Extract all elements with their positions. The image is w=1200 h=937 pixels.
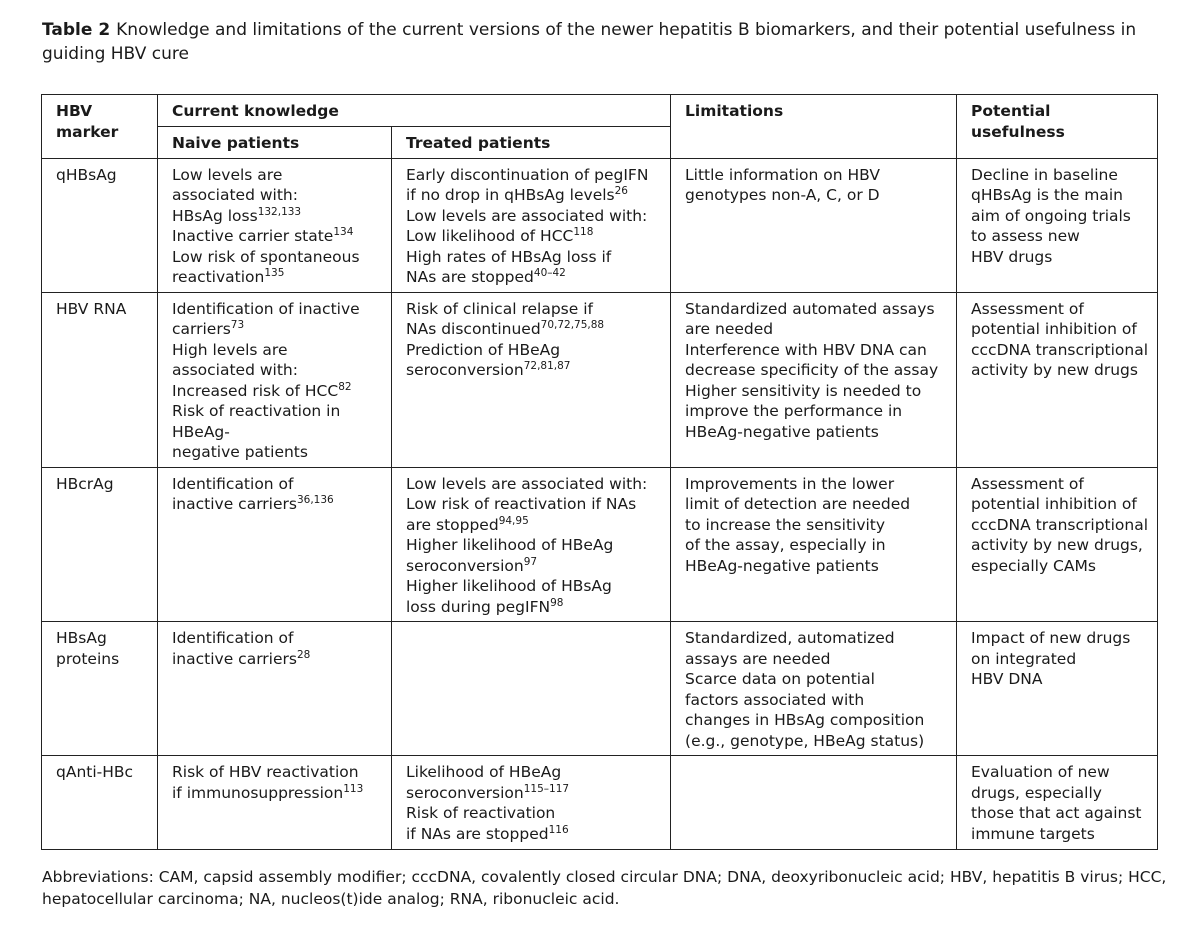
treated-line xyxy=(406,535,662,556)
naive-line xyxy=(172,442,383,463)
limitations-text: of the assay, especially in xyxy=(685,536,886,554)
naive-text: associated with: xyxy=(172,186,298,204)
usefulness-text: those that act against xyxy=(971,804,1142,822)
usefulness-text: Impact of new drugs xyxy=(971,629,1131,647)
treated-text: Risk of reactivation xyxy=(406,804,556,822)
table-title: Knowledge and limitations of the current versions of the newer hepatitis B biomarkers, and their potential usefulness in guiding HBV cure xyxy=(42,20,1137,64)
reference-superscript: 40–42 xyxy=(533,267,566,279)
naive-text: High levels are xyxy=(172,340,288,359)
treated-text: Low levels are associated with: xyxy=(406,474,648,493)
treated-text: Low likelihood of HCC xyxy=(406,227,574,245)
limitations-line xyxy=(685,340,948,361)
marker-text: proteins xyxy=(56,649,120,668)
usefulness-text: to assess new xyxy=(971,227,1080,245)
limitations-text: Higher sensitivity is needed to xyxy=(685,381,922,400)
limitations-line xyxy=(685,360,948,381)
treated-line xyxy=(406,165,662,186)
cell-treated xyxy=(392,622,671,756)
limitations-text: HBeAg-negative patients xyxy=(685,422,879,441)
limitations-line xyxy=(685,299,948,320)
treated-text: Risk of clinical relapse if xyxy=(406,299,593,318)
treated-line xyxy=(406,576,662,597)
usefulness-text: Evaluation of new xyxy=(971,763,1110,781)
usefulness-line xyxy=(971,299,1149,320)
treated-line xyxy=(406,824,662,845)
treated-line xyxy=(406,267,662,288)
usefulness-text: qHBsAg is the main xyxy=(971,186,1123,204)
treated-text: are stopped xyxy=(406,515,499,534)
header-limitations: Limitations xyxy=(671,95,957,159)
reference-superscript: 132,133 xyxy=(257,205,302,218)
limitations-line xyxy=(685,422,948,443)
cell-limitations xyxy=(671,622,957,756)
marker-line xyxy=(56,474,149,495)
cell-naive xyxy=(158,292,392,467)
usefulness-text: aim of ongoing trials xyxy=(971,206,1131,225)
treated-line xyxy=(406,226,662,247)
header-current-knowledge: Current knowledge xyxy=(158,95,671,127)
naive-text: Low risk of spontaneous xyxy=(172,247,360,266)
limitations-line xyxy=(685,710,948,731)
naive-text: Risk of HBV reactivation xyxy=(172,763,359,781)
limitations-line xyxy=(685,165,948,186)
limitations-text: Standardized automated assays xyxy=(685,299,935,318)
usefulness-text: potential inhibition of xyxy=(971,320,1137,338)
naive-line xyxy=(172,185,383,206)
limitations-line xyxy=(685,401,948,422)
marker-text: qAnti-HBc xyxy=(56,763,134,781)
reference-superscript: 98 xyxy=(550,596,564,609)
cell-usefulness xyxy=(957,292,1158,467)
treated-line xyxy=(406,319,662,340)
marker-line xyxy=(56,165,149,186)
usefulness-text: HBV drugs xyxy=(971,247,1053,266)
limitations-text: Improvements in the lower xyxy=(685,474,895,493)
naive-line xyxy=(172,474,383,495)
treated-line xyxy=(406,515,662,536)
limitations-line xyxy=(685,669,948,690)
naive-text: Inactive carrier state xyxy=(172,227,334,245)
marker-line xyxy=(56,649,149,670)
cell-treated xyxy=(392,756,671,850)
cell-limitations xyxy=(671,158,957,292)
limitations-line xyxy=(685,649,948,670)
treated-text: NAs are stopped xyxy=(406,268,534,286)
limitations-line xyxy=(685,185,948,206)
naive-text: Increased risk of HCC xyxy=(172,381,339,400)
cell-limitations xyxy=(671,467,957,622)
usefulness-line xyxy=(971,628,1149,649)
treated-line xyxy=(406,299,662,320)
marker-text: HBsAg xyxy=(56,629,107,647)
treated-line xyxy=(406,474,662,495)
naive-line xyxy=(172,401,383,422)
cell-naive xyxy=(158,622,392,756)
treated-line xyxy=(406,762,662,783)
limitations-line xyxy=(685,515,948,536)
naive-text: associated with: xyxy=(172,361,298,379)
usefulness-line xyxy=(971,340,1149,361)
treated-text: seroconversion xyxy=(406,783,524,802)
marker-text: qHBsAg xyxy=(56,165,117,184)
marker-line xyxy=(56,762,149,783)
limitations-line xyxy=(685,474,948,495)
cell-naive xyxy=(158,467,392,622)
limitations-text: Interference with HBV DNA can xyxy=(685,340,927,359)
reference-superscript: 118 xyxy=(573,226,594,238)
naive-line xyxy=(172,381,383,402)
table-row xyxy=(42,622,1158,756)
cell-limitations xyxy=(671,756,957,850)
reference-superscript: 36,136 xyxy=(296,494,334,506)
naive-line xyxy=(172,360,383,381)
treated-text: Low risk of reactivation if NAs xyxy=(406,495,637,513)
cell-marker xyxy=(42,158,158,292)
marker-line xyxy=(56,299,149,320)
table-row xyxy=(42,467,1158,622)
usefulness-line xyxy=(971,556,1149,577)
limitations-line xyxy=(685,628,948,649)
reference-superscript: 134 xyxy=(333,226,354,238)
cell-marker xyxy=(42,756,158,850)
reference-superscript: 115–117 xyxy=(523,782,570,795)
table-row xyxy=(42,756,1158,850)
limitations-text: to increase the sensitivity xyxy=(685,515,886,534)
cell-usefulness xyxy=(957,467,1158,622)
reference-superscript: 116 xyxy=(548,823,569,836)
limitations-text: Standardized, automatized xyxy=(685,629,895,647)
usefulness-line xyxy=(971,535,1149,556)
usefulness-text: activity by new drugs, xyxy=(971,536,1143,554)
usefulness-line xyxy=(971,669,1149,690)
limitations-line xyxy=(685,690,948,711)
naive-line xyxy=(172,762,383,783)
header-marker-line2: marker xyxy=(56,122,119,141)
limitations-line xyxy=(685,319,948,340)
naive-line xyxy=(172,165,383,186)
naive-text: inactive carriers xyxy=(172,649,297,668)
usefulness-text: Decline in baseline xyxy=(971,165,1118,184)
usefulness-line xyxy=(971,494,1149,515)
usefulness-line xyxy=(971,165,1149,186)
limitations-line xyxy=(685,535,948,556)
naive-text: HBeAg- xyxy=(172,422,230,441)
cell-limitations xyxy=(671,292,957,467)
usefulness-line xyxy=(971,824,1149,845)
usefulness-text: activity by new drugs xyxy=(971,361,1138,379)
cell-marker xyxy=(42,622,158,756)
reference-superscript: 26 xyxy=(614,185,628,197)
treated-text: High rates of HBsAg loss if xyxy=(406,247,612,266)
naive-line xyxy=(172,319,383,340)
naive-text: Identification of inactive xyxy=(172,299,360,318)
treated-text: if NAs are stopped xyxy=(406,824,549,843)
treated-text: Likelihood of HBeAg xyxy=(406,763,562,781)
limitations-text: Scarce data on potential xyxy=(685,670,875,688)
usefulness-text: HBV DNA xyxy=(971,670,1043,688)
cell-usefulness xyxy=(957,158,1158,292)
cell-usefulness xyxy=(957,622,1158,756)
usefulness-line xyxy=(971,803,1149,824)
naive-line xyxy=(172,206,383,227)
treated-line xyxy=(406,340,662,361)
treated-line xyxy=(406,783,662,804)
table-row xyxy=(42,292,1158,467)
naive-text: reactivation xyxy=(172,268,265,286)
naive-text: negative patients xyxy=(172,443,308,461)
usefulness-line xyxy=(971,206,1149,227)
reference-superscript: 73 xyxy=(230,319,245,331)
header-usefulness: Potential usefulness xyxy=(957,95,1158,159)
header-treated: Treated patients xyxy=(392,127,671,159)
cell-treated xyxy=(392,467,671,622)
reference-superscript: 72,81,87 xyxy=(523,360,571,372)
naive-line xyxy=(172,267,383,288)
treated-line xyxy=(406,247,662,268)
reference-superscript: 94,95 xyxy=(498,514,529,527)
treated-text: seroconversion xyxy=(406,361,524,379)
limitations-line xyxy=(685,381,948,402)
usefulness-line xyxy=(971,783,1149,804)
naive-text: carriers xyxy=(172,320,231,338)
usefulness-line xyxy=(971,185,1149,206)
reference-superscript: 28 xyxy=(296,648,311,661)
treated-text: Low levels are associated with: xyxy=(406,206,648,225)
cell-naive xyxy=(158,158,392,292)
treated-line xyxy=(406,597,662,618)
naive-text: if immunosuppression xyxy=(172,783,344,802)
naive-line xyxy=(172,226,383,247)
reference-superscript: 70,72,75,88 xyxy=(540,319,605,331)
limitations-text: assays are needed xyxy=(685,649,831,668)
limitations-text: improve the performance in xyxy=(685,402,903,420)
limitations-text: Little information on HBV xyxy=(685,165,880,184)
limitations-text: factors associated with xyxy=(685,690,865,709)
naive-text: Identification of xyxy=(172,474,294,493)
reference-superscript: 82 xyxy=(338,380,352,393)
limitations-text: genotypes non-A, C, or D xyxy=(685,186,880,204)
naive-text: Risk of reactivation in xyxy=(172,402,341,420)
table-label: Table 2 xyxy=(42,20,111,40)
naive-text: HBsAg loss xyxy=(172,206,258,225)
header-marker-line1: HBV xyxy=(56,102,93,120)
biomarker-table xyxy=(41,94,1158,850)
naive-line xyxy=(172,247,383,268)
limitations-text: decrease specificity of the assay xyxy=(685,361,939,379)
limitations-text: changes in HBsAg composition xyxy=(685,711,925,729)
treated-text: Early discontinuation of pegIFN xyxy=(406,165,649,184)
naive-line xyxy=(172,494,383,515)
usefulness-text: drugs, especially xyxy=(971,783,1102,802)
usefulness-line xyxy=(971,649,1149,670)
reference-superscript: 113 xyxy=(343,782,364,795)
limitations-text: (e.g., genotype, HBeAg status) xyxy=(685,731,925,750)
limitations-text: limit of detection are needed xyxy=(685,495,911,513)
usefulness-text: potential inhibition of xyxy=(971,495,1137,513)
abbreviations-footnote: Abbreviations: CAM, capsid assembly modifier; cccDNA, covalently closed circular DNA; DNA, deoxyribonucleic acid; HBV, hepatitis B virus; HCC, hepatocellular carcinoma; NA, nucleos(t)ide analog; RNA, ribonucleic acid. xyxy=(42,868,1167,908)
cell-marker xyxy=(42,467,158,622)
cell-naive xyxy=(158,756,392,850)
usefulness-line xyxy=(971,247,1149,268)
usefulness-line xyxy=(971,515,1149,536)
usefulness-text: especially CAMs xyxy=(971,556,1096,575)
treated-line xyxy=(406,494,662,515)
header-naive: Naive patients xyxy=(158,127,392,159)
header-marker xyxy=(42,95,158,159)
limitations-text: HBeAg-negative patients xyxy=(685,556,879,575)
cell-treated xyxy=(392,158,671,292)
treated-text: if no drop in qHBsAg levels xyxy=(406,186,615,204)
usefulness-line xyxy=(971,360,1149,381)
reference-superscript: 97 xyxy=(523,555,538,568)
usefulness-line xyxy=(971,762,1149,783)
treated-text: Higher likelihood of HBsAg xyxy=(406,577,612,595)
usefulness-line xyxy=(971,226,1149,247)
treated-line xyxy=(406,206,662,227)
treated-line xyxy=(406,803,662,824)
usefulness-text: on integrated xyxy=(971,649,1077,668)
limitations-line xyxy=(685,556,948,577)
limitations-line xyxy=(685,731,948,752)
usefulness-text: Assessment of xyxy=(971,474,1084,493)
cell-usefulness xyxy=(957,756,1158,850)
treated-text: Prediction of HBeAg xyxy=(406,340,561,359)
naive-text: inactive carriers xyxy=(172,495,297,513)
usefulness-text: immune targets xyxy=(971,824,1095,843)
treated-line xyxy=(406,185,662,206)
treated-line xyxy=(406,360,662,381)
naive-text: Low levels are xyxy=(172,165,283,184)
usefulness-line xyxy=(971,474,1149,495)
table-caption xyxy=(42,18,1172,66)
treated-text: seroconversion xyxy=(406,556,524,575)
usefulness-text: cccDNA transcriptional xyxy=(971,515,1149,534)
cell-treated xyxy=(392,292,671,467)
marker-text: HBV RNA xyxy=(56,299,127,318)
marker-line xyxy=(56,628,149,649)
table-row xyxy=(42,158,1158,292)
usefulness-text: Assessment of xyxy=(971,299,1084,318)
treated-text: loss during pegIFN xyxy=(406,597,551,616)
treated-line xyxy=(406,556,662,577)
treated-text: NAs discontinued xyxy=(406,320,541,338)
reference-superscript: 135 xyxy=(264,267,285,279)
naive-line xyxy=(172,340,383,361)
marker-text: HBcrAg xyxy=(56,474,114,493)
naive-line xyxy=(172,299,383,320)
limitations-line xyxy=(685,494,948,515)
usefulness-line xyxy=(971,319,1149,340)
usefulness-text: cccDNA transcriptional xyxy=(971,340,1149,359)
table-body xyxy=(42,158,1158,850)
limitations-text: are needed xyxy=(685,320,774,338)
naive-line xyxy=(172,783,383,804)
naive-line xyxy=(172,628,383,649)
cell-marker xyxy=(42,292,158,467)
naive-line xyxy=(172,422,383,443)
naive-text: Identification of xyxy=(172,629,294,647)
treated-text: Higher likelihood of HBeAg xyxy=(406,536,614,554)
naive-line xyxy=(172,649,383,670)
